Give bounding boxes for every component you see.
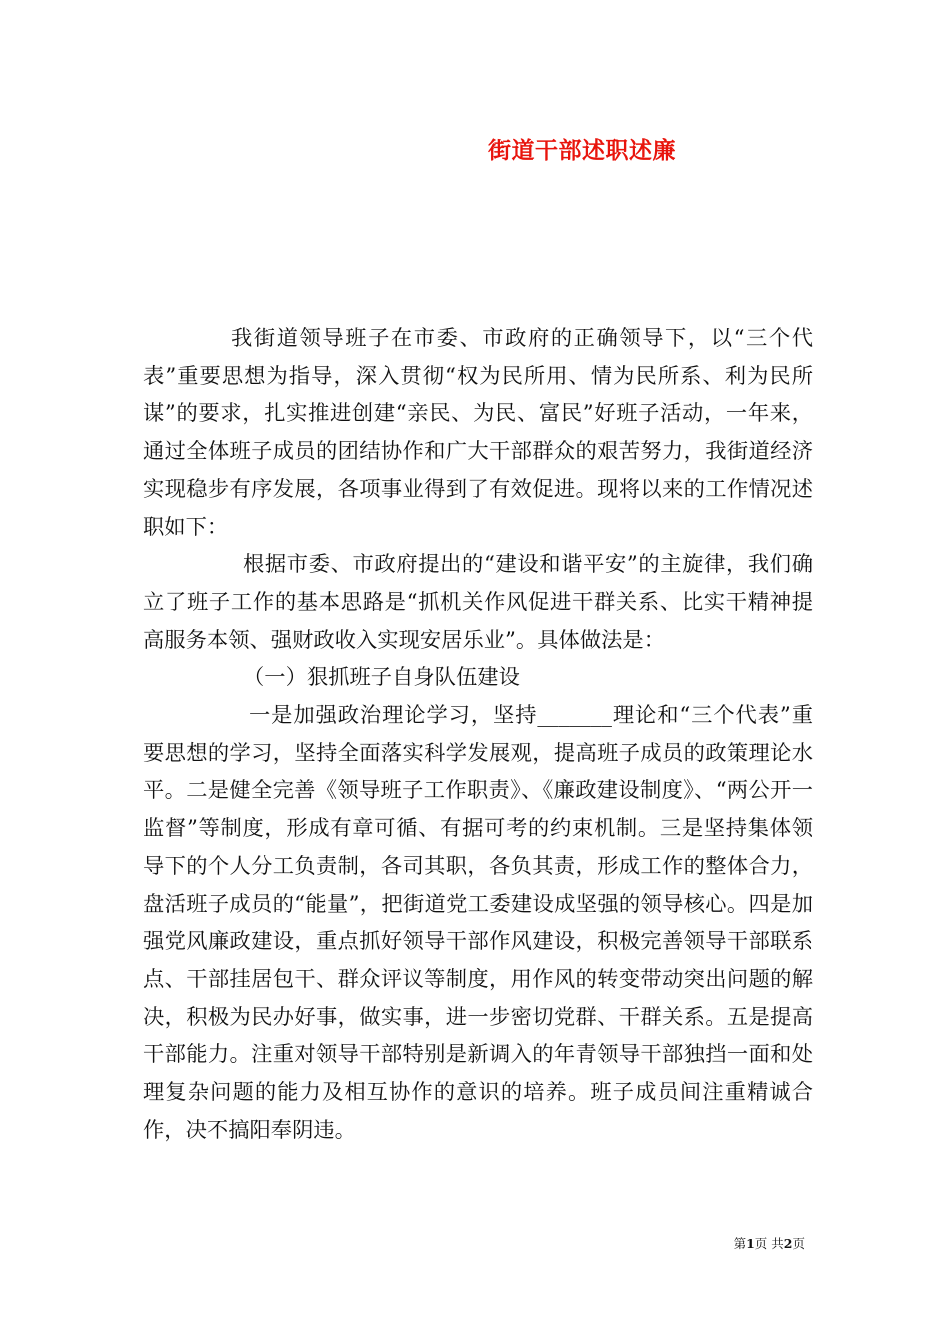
document-title: 街道干部述职述廉 xyxy=(488,137,676,164)
footer-total-pages: 2 xyxy=(783,1236,793,1251)
footer-middle: 页 共 xyxy=(754,1236,784,1251)
footer-current-page: 1 xyxy=(746,1236,755,1251)
body-paragraph-3: 一是加强政治理论学习，坚持_______理论和“三个代表”重要思想的学习，坚持全面落实科学发展观，提高班子成员的政策理论水平。二是健全完善《领导班子工作职责》、《廉政建设制度》、“两公开一监督”等制度，形成有章可循、有据可考的约束机制。三是坚持集体领导下的个人分工负责制，各司其职，各负其责，形成工作的整体合力，盘活班子成员的“能量”，把街道党工委建设成坚强的领导核心。四是加强党风廉政建设，重点抓好领导干部作风建设，积极完善领导干部联系点、干部挂居包干、群众评议等制度，用作风的转变带动突出问题的解决，积极为民办好事，做实事，进一步密切党群、干群关系。五是提高干部能力。注重对领导干部特别是新调入的年青领导干部独挡一面和处理复杂问题的能力及相互协作的意识的培养。班子成员间注重精诚合作，决不搞阳奉阴违。 xyxy=(143,703,813,1143)
page-number-footer xyxy=(0,1234,805,1252)
footer-prefix: 第 xyxy=(733,1236,747,1251)
section-heading: （一）狠抓班子自身队伍建设 xyxy=(243,665,520,691)
body-paragraph-1: 我街道领导班子在市委、市政府的正确领导下，以“三个代表”重要思想为指导，深入贯彻“权为民所用、情为民所系、利为民所谋”的要求，扎实推进创建“亲民、为民、富民”好班子活动，一年来，通过全体班子成员的团结协作和广大干部群众的艰苦努力，我街道经济实现稳步有序发展，各项事业得到了有效促进。现将以来的工作情况述职如下： xyxy=(143,326,813,540)
footer-suffix: 页 xyxy=(792,1236,805,1251)
document-body xyxy=(143,320,813,1149)
body-paragraph-2: 根据市委、市政府提出的“建设和谐平安”的主旋律，我们确立了班子工作的基本思路是“抓机关作风促进干群关系、比实干精神提高服务本领、强财政收入实现安居乐业”。具体做法是： xyxy=(143,552,813,653)
